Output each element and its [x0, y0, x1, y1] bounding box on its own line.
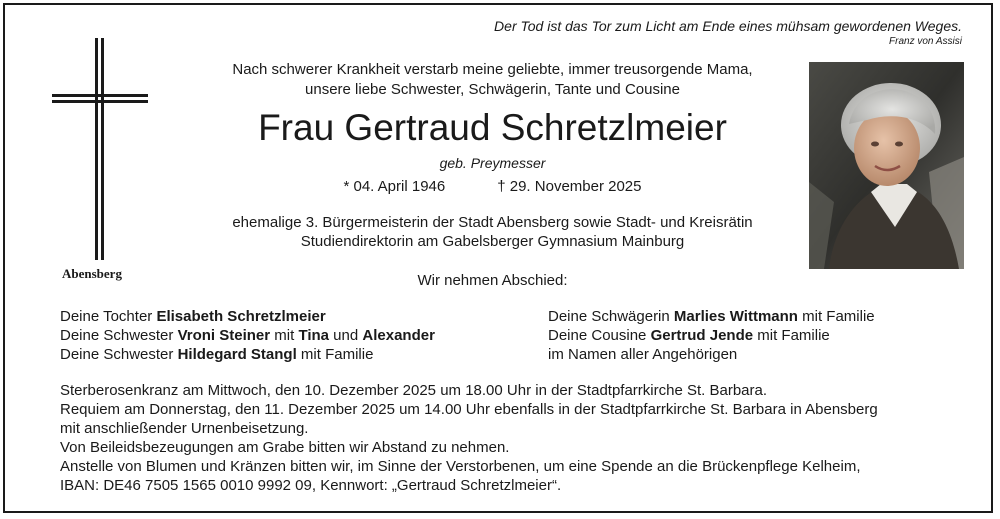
- mourner-line: [548, 307, 875, 326]
- mourners-left: [60, 307, 435, 364]
- cross-icon: [52, 38, 148, 260]
- suffix-text: mit Familie: [753, 327, 830, 344]
- note-line: IBAN: DE46 7505 1565 0010 9992 09, Kennwort: „Gertraud Schretzlmeier“.: [60, 477, 562, 494]
- death-date: † 29. November 2025: [497, 178, 642, 195]
- mourner-name: Gertrud Jende: [650, 327, 754, 344]
- mourner-line: [60, 345, 435, 364]
- service-notes: [60, 381, 970, 495]
- intro-text: [185, 60, 800, 100]
- note-line: Sterberosenkranz am Mittwoch, den 10. Dezember 2025 um 18.00 Uhr in der Stadtpfarrkirche St. Barbara.: [60, 382, 768, 399]
- relation-label: Deine Schwester: [60, 327, 178, 344]
- mourners-right: [548, 307, 875, 364]
- mourner-name: Vroni Steiner: [177, 327, 271, 344]
- portrait-photo: [809, 62, 964, 269]
- deceased-name: Frau Gertraud Schretzlmeier: [258, 107, 727, 148]
- roles-text: [185, 213, 800, 251]
- relation-label: Deine Cousine: [548, 327, 651, 344]
- mourner-name: Hildegard Stangl: [177, 346, 297, 363]
- mourner-line: [60, 307, 435, 326]
- mourner-name: Tina: [298, 327, 330, 344]
- mourner-line: [60, 326, 435, 345]
- note-line: Anstelle von Blumen und Kränzen bitten wir, im Sinne der Verstorbenen, um eine Spende an die Brückenpflege Kelheim,: [60, 458, 861, 475]
- mourner-name: Marlies Wittmann: [673, 308, 798, 325]
- relation-label: Deine Schwägerin: [548, 308, 674, 325]
- role-line-1: ehemalige 3. Bürgermeisterin der Stadt Abensberg sowie Stadt- und Kreisrätin: [232, 214, 753, 231]
- mourner-name: Alexander: [362, 327, 435, 344]
- intro-line-1: Nach schwerer Krankheit verstarb meine geliebte, immer treusorgende Mama,: [232, 61, 753, 78]
- birth-date: * 04. April 1946: [343, 178, 446, 195]
- role-line-2: Studiendirektorin am Gabelsberger Gymnasium Mainburg: [300, 233, 685, 250]
- note-line: Von Beileidsbezeugungen am Grabe bitten wir Abstand zu nehmen.: [60, 439, 510, 456]
- relation-label: Deine Schwester: [60, 346, 178, 363]
- intro-line-2: unsere liebe Schwester, Schwägerin, Tante und Cousine: [305, 81, 680, 98]
- note-line: Requiem am Donnerstag, den 11. Dezember 2025 um 14.00 Uhr ebenfalls in der Stadtpfarrkirche St. Barbara in Abensberg: [60, 401, 878, 418]
- suffix-text: mit Familie: [797, 308, 875, 325]
- connector-text: mit: [270, 327, 299, 344]
- mourner-name: Elisabeth Schretzlmeier: [156, 308, 326, 325]
- place-name: Abensberg: [62, 266, 122, 281]
- suffix-text: mit Familie: [296, 346, 374, 363]
- relation-label: im Namen aller Angehörigen: [548, 346, 738, 363]
- quote-text: Der Tod ist das Tor zum Licht am Ende eines mühsam gewordenen Weges.: [494, 18, 962, 34]
- farewell-text: Wir nehmen Abschied:: [417, 272, 568, 289]
- mourner-line: [548, 345, 875, 364]
- mourner-line: [548, 326, 875, 345]
- connector-text: und: [329, 327, 363, 344]
- maiden-name: geb. Preymesser: [439, 155, 546, 171]
- relation-label: Deine Tochter: [60, 308, 157, 325]
- life-dates: [185, 178, 800, 195]
- quote-author: Franz von Assisi: [889, 36, 962, 47]
- note-line: mit anschließender Urnenbeisetzung.: [60, 420, 309, 437]
